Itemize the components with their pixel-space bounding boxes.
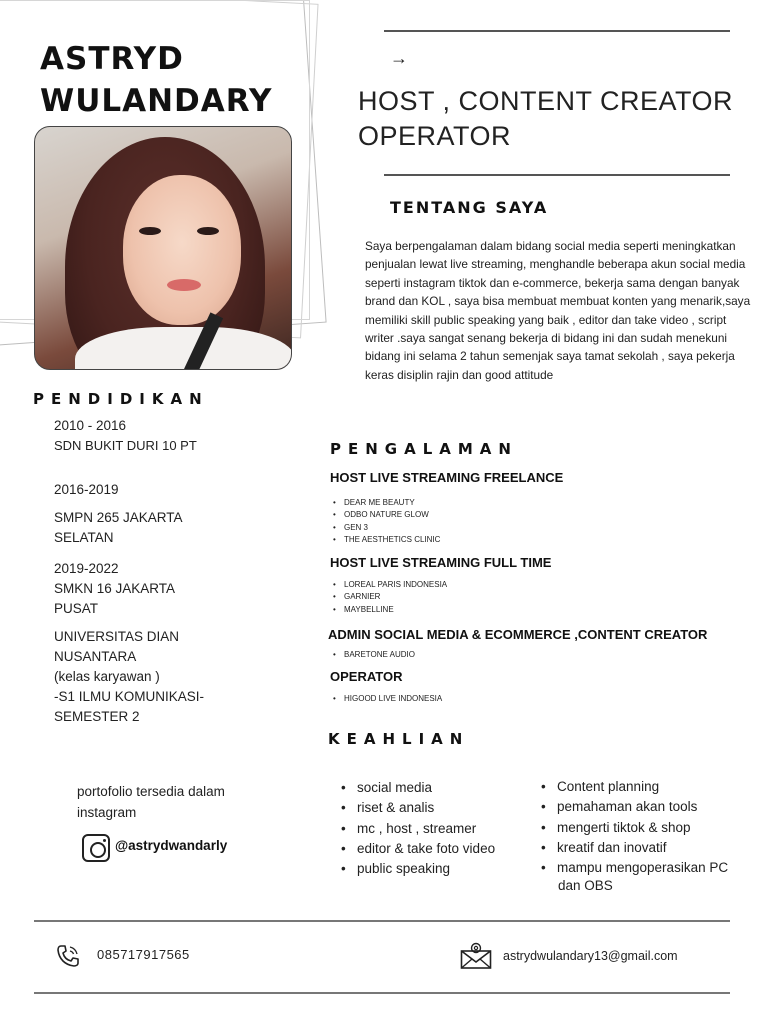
email-address[interactable]: astrydwulandary13@gmail.com <box>503 949 678 963</box>
experience-title: OPERATOR <box>330 669 403 684</box>
instagram-icon <box>82 834 110 862</box>
university-major: -S1 ILMU KOMUNIKASI- <box>54 689 205 704</box>
arrow-icon: → <box>390 48 408 68</box>
education-item <box>54 559 175 619</box>
list-item: • BARETONE AUDIO <box>333 649 415 661</box>
divider <box>384 174 730 176</box>
education-item <box>54 480 183 548</box>
skill-item: • pemahaman akan tools <box>541 797 728 817</box>
divider <box>34 992 730 994</box>
list-item: • ODBO NATURE GLOW <box>333 509 440 521</box>
job-title <box>358 84 733 154</box>
university-semester: SEMESTER 2 <box>54 709 140 724</box>
list-item: • GEN 3 <box>333 522 440 534</box>
profile-photo <box>34 126 292 370</box>
skill-item: • kreatif dan inovatif <box>541 838 728 858</box>
skill-item: • riset & analis <box>341 798 495 818</box>
education-university <box>54 627 204 727</box>
education-item <box>54 416 197 456</box>
university-class: (kelas karyawan ) <box>54 669 160 684</box>
education-heading: PENDIDIKAN <box>33 390 209 408</box>
experience-list <box>333 693 442 705</box>
university-name: UNIVERSITAS DIAN <box>54 629 180 644</box>
experience-heading: PENGALAMAN <box>330 440 518 458</box>
education-years: 2010 - 2016 <box>54 418 127 433</box>
name-line-2: WULANDARY <box>40 83 273 119</box>
experience-title: ADMIN SOCIAL MEDIA & ECOMMERCE ,CONTENT CREATOR <box>328 627 708 642</box>
education-school: SMKN 16 JAKARTA <box>54 581 176 596</box>
education-school: SMPN 265 JAKARTA <box>54 510 183 525</box>
skill-item: • mampu mengoperasikan PC <box>541 858 728 878</box>
divider <box>34 920 730 922</box>
list-item: • HIGOOD LIVE INDONESIA <box>333 693 442 705</box>
job-title-line-1: HOST , CONTENT CREATOR <box>358 86 734 116</box>
candidate-name <box>40 38 272 122</box>
experience-list <box>333 497 440 547</box>
portfolio-line-2: instagram <box>77 804 137 820</box>
list-item: • LOREAL PARIS INDONESIA <box>333 579 447 591</box>
divider <box>384 30 730 32</box>
skill-item: • mengerti tiktok & shop <box>541 818 728 838</box>
skill-item: • editor & take foto video <box>341 839 495 859</box>
experience-title: HOST LIVE STREAMING FULL TIME <box>330 555 552 570</box>
education-school-location: PUSAT <box>54 601 99 616</box>
skill-item: • mc , host , streamer <box>341 819 495 839</box>
about-text: Saya berpengalaman dalam bidang social media seperti meningkatkan penjualan lewat live streaming, menghandle beberapa akun social media seperti instagram tiktok dan e-commerce, bekerja sama dengan banyak brand dan KOL , saya bisa membuat membuat konten yang menarik,saya memiliki skill public speaking yang baik , editor dan take video , script writer .saya sangat senang bekerja di bidang ini dan sudah menekuni bidang ini selama 2 tahun semenjak saya tamat sekolah , saya pekerja keras disiplin rajin dan good attitude <box>365 239 751 382</box>
education-school-location: SELATAN <box>54 530 114 545</box>
skill-item: • public speaking <box>341 859 495 879</box>
instagram-handle[interactable]: @astrydwandarly <box>115 838 228 853</box>
experience-title: HOST LIVE STREAMING FREELANCE <box>330 470 564 485</box>
skill-item: • social media <box>341 778 495 798</box>
list-item: • MAYBELLINE <box>333 604 447 616</box>
education-years: 2016-2019 <box>54 482 119 497</box>
experience-list <box>333 649 415 661</box>
job-title-line-2: OPERATOR <box>358 121 512 151</box>
list-item: • GARNIER <box>333 591 447 603</box>
university-name-cont: NUSANTARA <box>54 649 137 664</box>
list-item: • DEAR ME BEAUTY <box>333 497 440 509</box>
mail-icon <box>460 942 492 970</box>
education-school: SDN BUKIT DURI 10 PT <box>54 438 197 453</box>
education-years: 2019-2022 <box>54 561 119 576</box>
portfolio-line-1: portofolio tersedia dalam <box>77 784 225 799</box>
phone-icon <box>55 943 81 969</box>
skill-item-continuation: dan OBS <box>558 878 613 893</box>
phone-number[interactable]: 085717917565 <box>97 947 190 962</box>
skills-list-left <box>341 778 495 879</box>
skills-heading: KEAHLIAN <box>328 730 470 748</box>
skill-item: • Content planning <box>541 777 728 797</box>
experience-list <box>333 579 447 616</box>
name-line-1: ASTRYD <box>40 41 184 77</box>
about-heading: TENTANG SAYA <box>390 198 549 217</box>
list-item: • THE AESTHETICS CLINIC <box>333 534 440 546</box>
skills-list-right <box>541 777 728 878</box>
portfolio-note <box>77 782 277 823</box>
